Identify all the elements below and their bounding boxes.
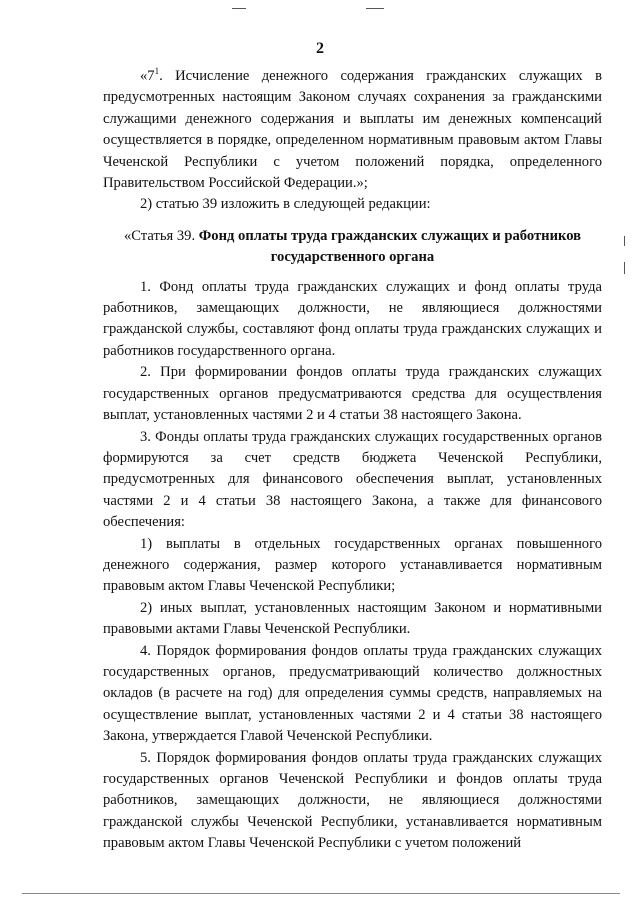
scan-bottom-edge — [22, 893, 620, 894]
article-prefix: «Статья 39. — [123, 227, 196, 244]
article-heading — [103, 226, 602, 269]
section-3-item-1: 1) выплаты в отдельных государственных органах повышенного денежного содержания, размер которого устанавливается нормативным правовым актом Главы Чеченской Республики; — [103, 535, 602, 595]
section-4: 4. Порядок формирования фондов оплаты труда гражданских служащих государственных органов, предусматривающий количество должностных окладов (в расчете на год) для определения суммы средств, направляемых на осуществление выплат, установленных частями 2 и 4 статьи 38 настоящего Закона, утверждается Главой Чеченской Республики. — [103, 642, 602, 745]
scan-mark — [624, 236, 625, 246]
section-2: 2. При формировании фондов оплаты труда гражданских служащих государственных органов предусматриваются средства для осуществления выплат, установленных частями 2 и 4 статьи 38 настоящего Закона. — [103, 364, 602, 424]
section-3-item-2: 2) иных выплат, установленных настоящим Законом и нормативными правовыми актами Главы Чеченской Республики. — [103, 599, 602, 638]
scan-mark — [232, 8, 246, 9]
paragraph-7-1: «$7^1$. Исчисление денежного содержания гражданских служащих в предусмотренных настоящим Законом случаях сохранения за гражданскими служащими денежного содержания и выплаты им денежных компенсаций осуществляется в порядке, определенном нормативным правовым актом Главы Чеченской Республики с учетом положений порядка, определенного Правительством Российской Федерации.»; — [103, 66, 602, 192]
document-body — [103, 66, 602, 855]
page-number: 2 — [316, 40, 324, 57]
section-5: 5. Порядок формирования фондов оплаты труда гражданских служащих государственных органов Чеченской Республики и фондов оплаты труда работников, замещающих должности, не являющиеся должностями гражданской службы Чеченской Республики, устанавливается нормативным правовым актом Главы Чеченской Республики с учетом положений — [103, 749, 602, 852]
section-3: 3. Фонды оплаты труда гражданских служащих государственных органов формируются за счет средств бюджета Чеченской Республики, предусмотренных для финансового обеспечения выплат, установленных частями 2 и 4 статьи 38 настоящего Закона, а также для финансового обеспечения: — [103, 428, 602, 531]
scan-mark — [366, 8, 384, 9]
paragraph-item-2: 2) статью 39 изложить в следующей редакции: — [140, 196, 431, 213]
section-1: 1. Фонд оплаты труда гражданских служащих и фонд оплаты труда работников, замещающих должности, не являющиеся должностями гражданской службы, составляют фонд оплаты труда гражданских служащих и работников государственного органа. — [103, 278, 602, 359]
article-title: Фонд оплаты труда гражданских служащих и работников государственного органа — [198, 227, 582, 266]
scan-mark — [624, 262, 625, 274]
